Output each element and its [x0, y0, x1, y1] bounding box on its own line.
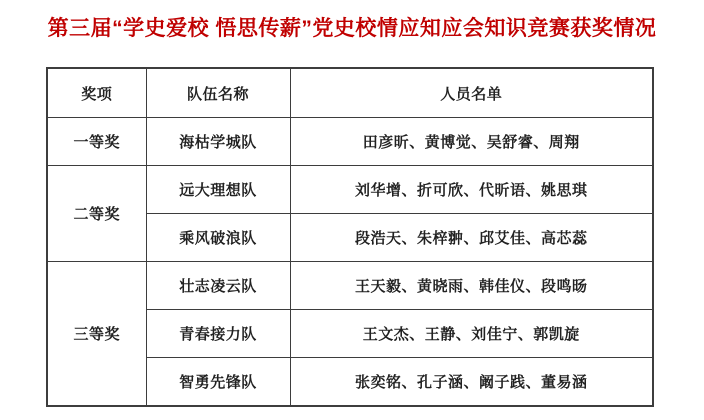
award-cell-third-prize: 三等奖 — [47, 262, 146, 407]
table-row — [47, 166, 653, 214]
award-cell-first-prize: 一等奖 — [47, 118, 146, 166]
team-name-cell: 智勇先锋队 — [146, 358, 290, 407]
team-name-cell: 乘风破浪队 — [146, 214, 290, 262]
header-member-list: 人员名单 — [290, 68, 653, 118]
team-name-cell: 海枯学城队 — [146, 118, 290, 166]
member-list-cell: 张奕铭、孔子涵、阚子践、董易涵 — [290, 358, 653, 407]
table-row — [47, 262, 653, 310]
team-name-cell: 远大理想队 — [146, 166, 290, 214]
award-cell-second-prize: 二等奖 — [47, 166, 146, 262]
member-list-cell: 王文杰、王静、刘佳宁、郭凯旋 — [290, 310, 653, 358]
page-title: 第三届“学史爱校 悟思传薪”党史校情应知应会知识竞赛获奖情况 — [47, 17, 657, 40]
member-list-cell: 刘华增、折可欣、代昕语、姚思琪 — [290, 166, 653, 214]
header-team-name: 队伍名称 — [146, 68, 290, 118]
awards-table — [46, 67, 654, 407]
header-award: 奖项 — [47, 68, 146, 118]
table-row — [47, 118, 653, 166]
member-list-cell: 段浩天、朱梓翀、邱艾佳、高芯蕊 — [290, 214, 653, 262]
member-list-cell: 王天毅、黄晓雨、韩佳仪、段鸣旸 — [290, 262, 653, 310]
member-list-cell: 田彦昕、黄博觉、吴舒睿、周翔 — [290, 118, 653, 166]
team-name-cell: 壮志凌云队 — [146, 262, 290, 310]
table-header-row — [47, 68, 653, 118]
team-name-cell: 青春接力队 — [146, 310, 290, 358]
